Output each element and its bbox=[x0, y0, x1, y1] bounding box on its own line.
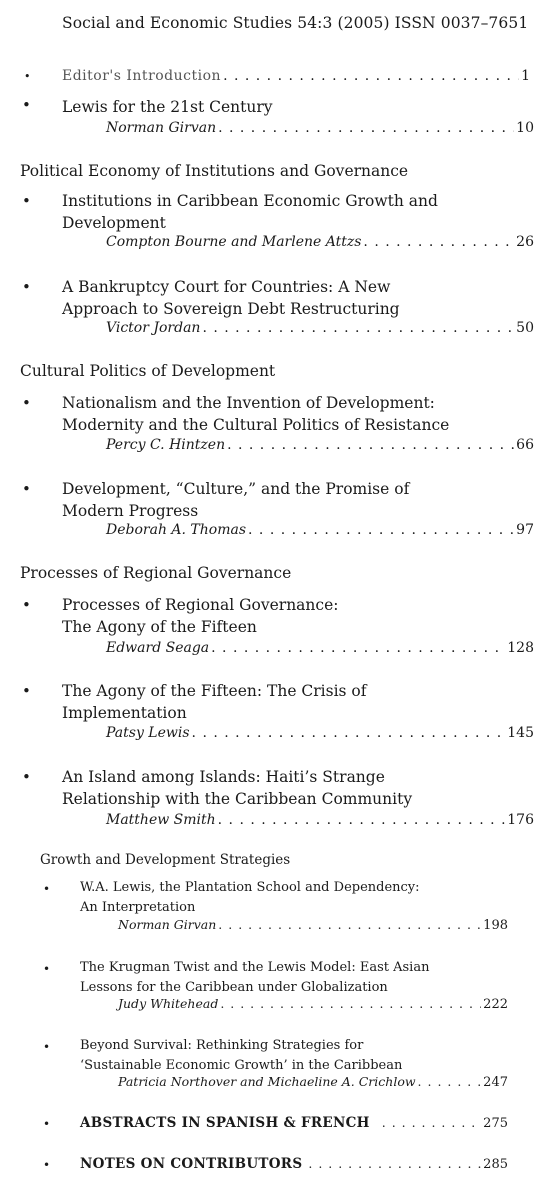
toc-entry-title[interactable]: W.A. Lewis, the Plantation School and Dependency: An Interpretation bbox=[80, 880, 420, 915]
page-number: 222 bbox=[483, 997, 508, 1012]
leader-dots bbox=[363, 234, 514, 250]
page-number: 285 bbox=[483, 1157, 508, 1172]
bullet-icon: • bbox=[43, 962, 51, 976]
page-number: 247 bbox=[483, 1075, 508, 1090]
page-number: 66 bbox=[516, 437, 534, 453]
toc-entry-author-line bbox=[106, 320, 534, 336]
entry-author: Compton Bourne and Marlene Attzs bbox=[106, 234, 362, 250]
page-number: 275 bbox=[483, 1116, 508, 1131]
toc-entry-title[interactable]: A Bankruptcy Court for Countries: A New Approach to Sovereign Debt Restructuring bbox=[62, 278, 400, 318]
leader-dots bbox=[308, 1156, 481, 1171]
page-number: 128 bbox=[507, 640, 534, 656]
page-number: 198 bbox=[483, 918, 508, 933]
entry-author: Matthew Smith bbox=[106, 812, 216, 828]
bullet-icon: • bbox=[22, 96, 31, 114]
section-heading: Growth and Development Strategies bbox=[40, 852, 291, 868]
page-number: 1 bbox=[521, 68, 530, 84]
bullet-icon: • bbox=[43, 1040, 51, 1054]
toc-entry-author-line bbox=[106, 725, 534, 741]
toc-entry-author-line bbox=[106, 522, 534, 538]
leader-dots bbox=[227, 437, 514, 453]
page-number: 50 bbox=[516, 320, 534, 336]
page-number: 176 bbox=[507, 812, 534, 828]
entry-author: Edward Seaga bbox=[106, 640, 210, 656]
bullet-icon: • bbox=[43, 1117, 51, 1131]
toc-entry-editors-introduction[interactable] bbox=[62, 68, 530, 84]
leader-dots bbox=[218, 120, 514, 136]
section-heading: Political Economy of Institutions and Governance bbox=[20, 162, 409, 180]
toc-entry-title[interactable]: The Krugman Twist and the Lewis Model: East Asian Lessons for the Caribbean under Globalization bbox=[80, 960, 430, 995]
bullet-icon: • bbox=[43, 1158, 51, 1172]
page-number: 10 bbox=[516, 120, 534, 136]
toc-entry-title[interactable]: Processes of Regional Governance: The Agony of the Fifteen bbox=[62, 596, 339, 636]
toc-entry-author-line bbox=[118, 1074, 508, 1090]
leader-dots bbox=[223, 68, 519, 84]
page-number: 26 bbox=[516, 234, 534, 250]
entry-author: Deborah A. Thomas bbox=[106, 522, 247, 538]
toc-entry-author-line bbox=[106, 120, 534, 136]
toc-entry-author-line bbox=[106, 234, 534, 250]
entry-title: ABSTRACTS IN SPANISH & FRENCH bbox=[80, 1115, 370, 1131]
bullet-icon: • bbox=[22, 768, 31, 786]
toc-entry-notes-on-contributors[interactable] bbox=[80, 1153, 508, 1175]
toc-entry-author-line bbox=[106, 812, 534, 828]
toc-entry-title[interactable]: The Agony of the Fifteen: The Crisis of Implementation bbox=[62, 682, 367, 722]
bullet-icon: • bbox=[22, 480, 31, 498]
bullet-icon: • bbox=[24, 70, 31, 83]
section-heading: Cultural Politics of Development bbox=[20, 362, 276, 380]
entry-title: Editor's Introduction bbox=[62, 68, 222, 84]
toc-entry-title[interactable]: An Island among Islands: Haiti’s Strange Relationship with the Caribbean Community bbox=[62, 768, 413, 808]
bullet-icon: • bbox=[22, 596, 31, 614]
toc-entry-title[interactable]: Beyond Survival: Rethinking Strategies for ‘Sustainable Economic Growth’ in the Caribbean bbox=[80, 1038, 403, 1073]
toc-entry-author-line bbox=[106, 437, 534, 453]
entry-title: NOTES ON CONTRIBUTORS bbox=[80, 1156, 303, 1172]
leader-dots bbox=[211, 640, 505, 656]
toc-entry-title[interactable]: Nationalism and the Invention of Development: Modernity and the Cultural Politics of Resistance bbox=[62, 394, 450, 434]
leader-dots bbox=[192, 725, 506, 741]
bullet-icon: • bbox=[22, 192, 31, 210]
entry-author: Patricia Northover and Michaeline A. Crichlow bbox=[118, 1074, 416, 1089]
journal-header: Social and Economic Studies 54:3 (2005) ISSN 0037–7651 bbox=[62, 14, 529, 32]
leader-dots bbox=[220, 996, 481, 1011]
section-heading: Processes of Regional Governance bbox=[20, 564, 292, 582]
bullet-icon: • bbox=[22, 682, 31, 700]
entry-author: Norman Girvan bbox=[106, 120, 217, 136]
toc-entry-title[interactable]: Development, “Culture,” and the Promise of Modern Progress bbox=[62, 480, 410, 520]
toc-entry-title[interactable]: Lewis for the 21st Century bbox=[62, 98, 273, 116]
entry-author: Norman Girvan bbox=[118, 917, 217, 932]
toc-entry-title[interactable]: Institutions in Caribbean Economic Growth and Development bbox=[62, 192, 438, 232]
bullet-icon: • bbox=[43, 882, 51, 896]
page-number: 97 bbox=[516, 522, 534, 538]
leader-dots bbox=[202, 320, 514, 336]
toc-entry-abstracts[interactable] bbox=[80, 1112, 508, 1134]
toc-entry-author-line bbox=[118, 996, 508, 1012]
leader-dots bbox=[248, 522, 514, 538]
entry-author: Patsy Lewis bbox=[106, 725, 190, 741]
bullet-icon: • bbox=[22, 278, 31, 296]
entry-author: Victor Jordan bbox=[106, 320, 201, 336]
leader-dots bbox=[218, 812, 506, 828]
leader-dots bbox=[218, 917, 481, 932]
page-number: 145 bbox=[507, 725, 534, 741]
leader-dots bbox=[382, 1115, 481, 1130]
entry-author: Judy Whitehead bbox=[118, 996, 219, 1011]
toc-entry-author-line bbox=[118, 917, 508, 933]
toc-entry-author-line bbox=[106, 640, 534, 656]
leader-dots bbox=[418, 1074, 482, 1089]
entry-author: Percy C. Hintzen bbox=[106, 437, 226, 453]
bullet-icon: • bbox=[22, 394, 31, 412]
